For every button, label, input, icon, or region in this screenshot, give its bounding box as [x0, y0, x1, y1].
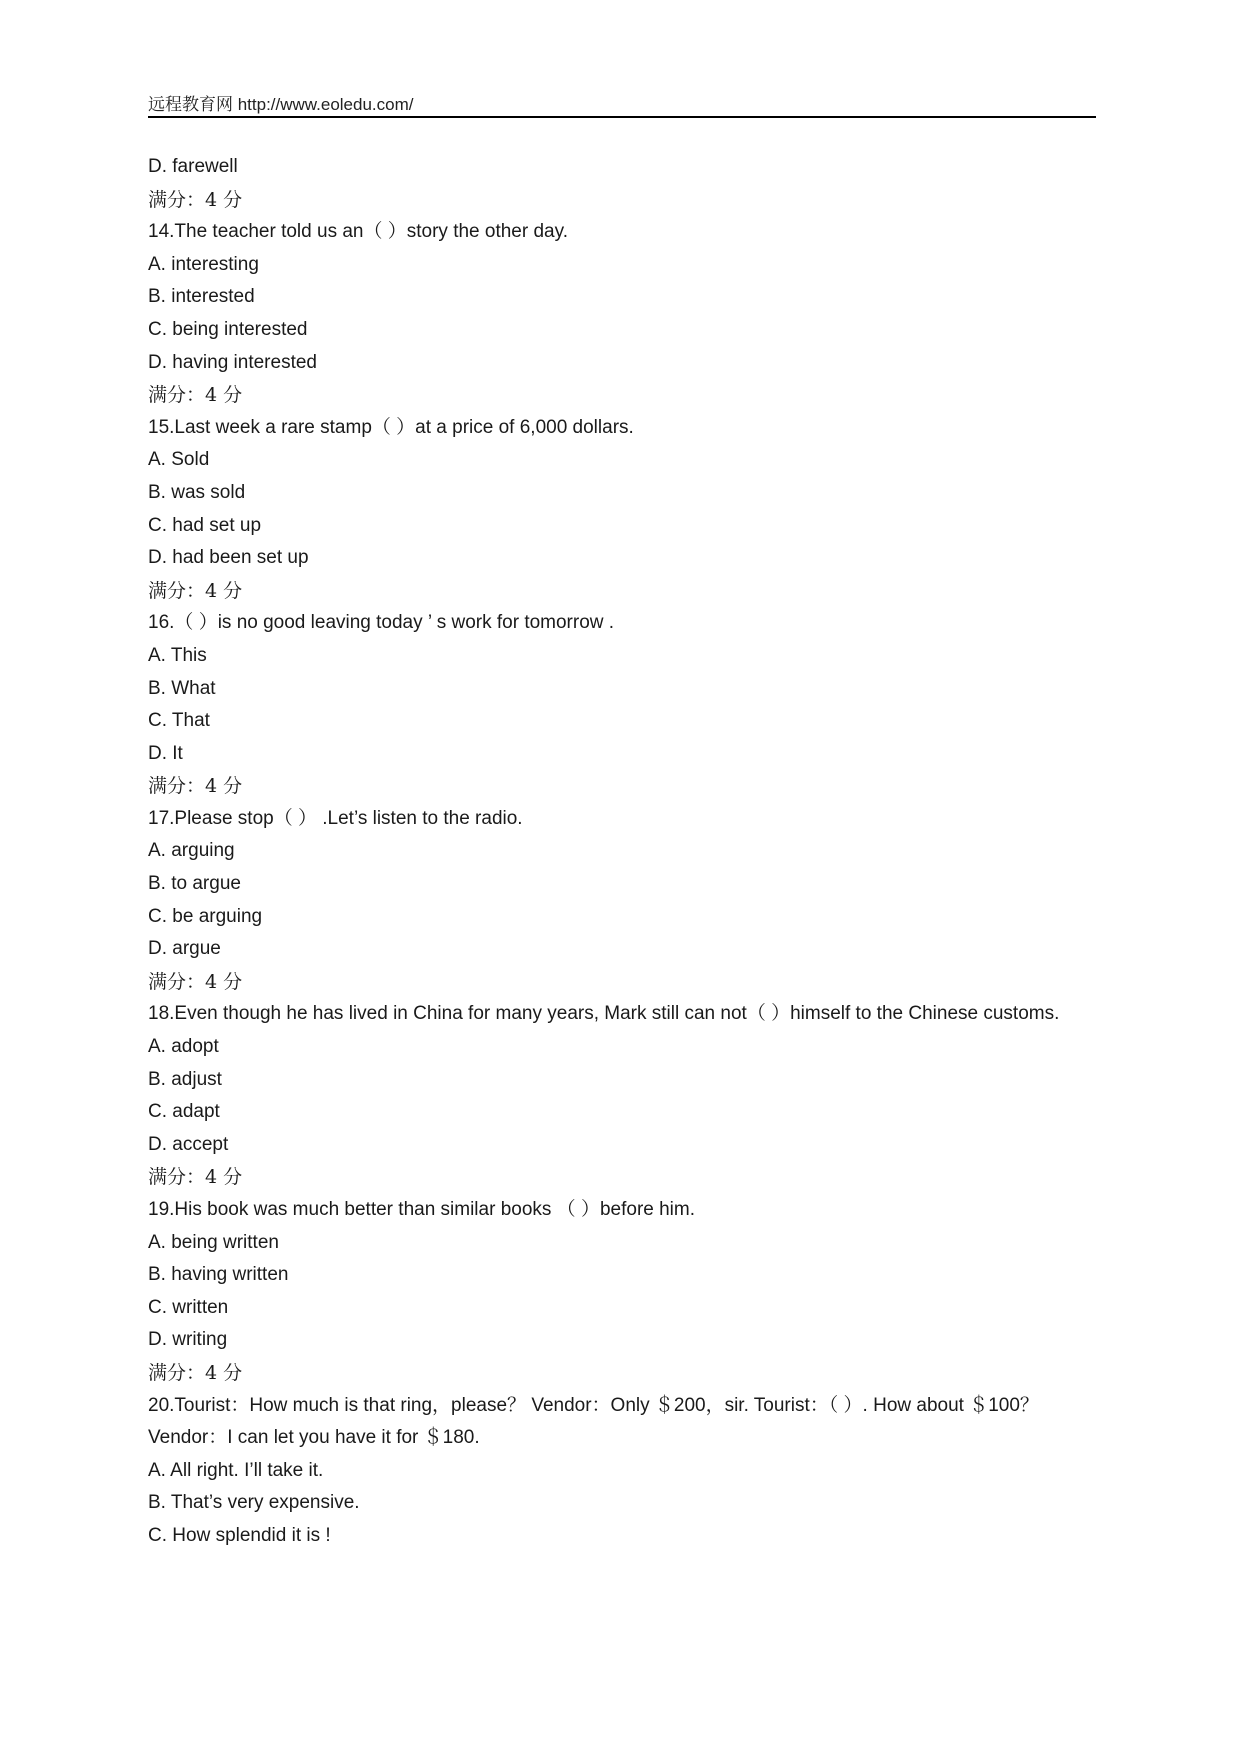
- option-16-b: B. What: [148, 677, 216, 699]
- option-14-c: C. being interested: [148, 318, 308, 340]
- exam-content: [148, 151, 1096, 1553]
- question-15: 15.Last week a rare stamp（ ）at a price of 6,000 dollars.: [148, 416, 634, 438]
- option-15-b: B. was sold: [148, 481, 246, 503]
- option-20-a: A. All right. I’ll take it.: [148, 1459, 324, 1481]
- option-13-d: D. farewell: [148, 156, 238, 177]
- option-18-c: C. adapt: [148, 1101, 220, 1123]
- score-17: 满分：4 分: [148, 970, 243, 993]
- question-18: 18.Even though he has lived in China for many years, Mark still can not（ ）himself to the Chinese customs.: [148, 1003, 1060, 1025]
- score-19: 满分：4 分: [148, 1361, 243, 1384]
- option-15-a: A. Sold: [148, 449, 210, 471]
- option-19-c: C. written: [148, 1296, 229, 1318]
- option-15-c: C. had set up: [148, 514, 262, 536]
- option-18-b: B. adjust: [148, 1068, 222, 1090]
- option-17-b: B. to argue: [148, 873, 241, 895]
- score-15: 满分：4 分: [148, 579, 243, 602]
- option-17-d: D. argue: [148, 938, 221, 960]
- question-16: 16.（ ）is no good leaving today ’ s work for tomorrow .: [148, 612, 615, 634]
- option-15-d: D. had been set up: [148, 547, 309, 569]
- option-16-c: C. That: [148, 710, 210, 732]
- option-16-a: A. This: [148, 644, 207, 666]
- option-17-a: A. arguing: [148, 840, 235, 862]
- option-14-d: D. having interested: [148, 351, 317, 373]
- option-20-c: C. How splendid it is !: [148, 1524, 331, 1546]
- option-19-a: A. being written: [148, 1231, 279, 1253]
- page-header: [148, 86, 1096, 118]
- score-16: 满分：4 分: [148, 775, 243, 798]
- header-site-text: 远程教育网 http://www.eoledu.com/: [148, 95, 414, 114]
- option-18-a: A. adopt: [148, 1036, 219, 1058]
- option-19-b: B. having written: [148, 1264, 289, 1286]
- option-20-b: B. That’s very expensive.: [148, 1492, 360, 1514]
- option-19-d: D. writing: [148, 1329, 228, 1351]
- option-18-d: D. accept: [148, 1133, 229, 1155]
- question-20: 20.Tourist：How much is that ring，please？ Vendor：Only ＄200，sir. Tourist：（ ）. How about ＄100？ Vendor：I can let you have it for ＄180.: [148, 1394, 1039, 1449]
- option-14-b: B. interested: [148, 286, 255, 308]
- question-14: 14.The teacher told us an（ ）story the other day.: [148, 221, 568, 243]
- question-17: 17.Please stop（ ） .Let’s listen to the radio.: [148, 807, 523, 829]
- score-18: 满分：4 分: [148, 1166, 243, 1189]
- option-17-c: C. be arguing: [148, 905, 263, 927]
- option-16-d: D. It: [148, 742, 183, 764]
- option-14-a: A. interesting: [148, 253, 259, 275]
- score-13: 满分：4 分: [148, 188, 243, 211]
- score-14: 满分：4 分: [148, 384, 243, 407]
- question-19: 19.His book was much better than similar books （ ）before him.: [148, 1199, 696, 1220]
